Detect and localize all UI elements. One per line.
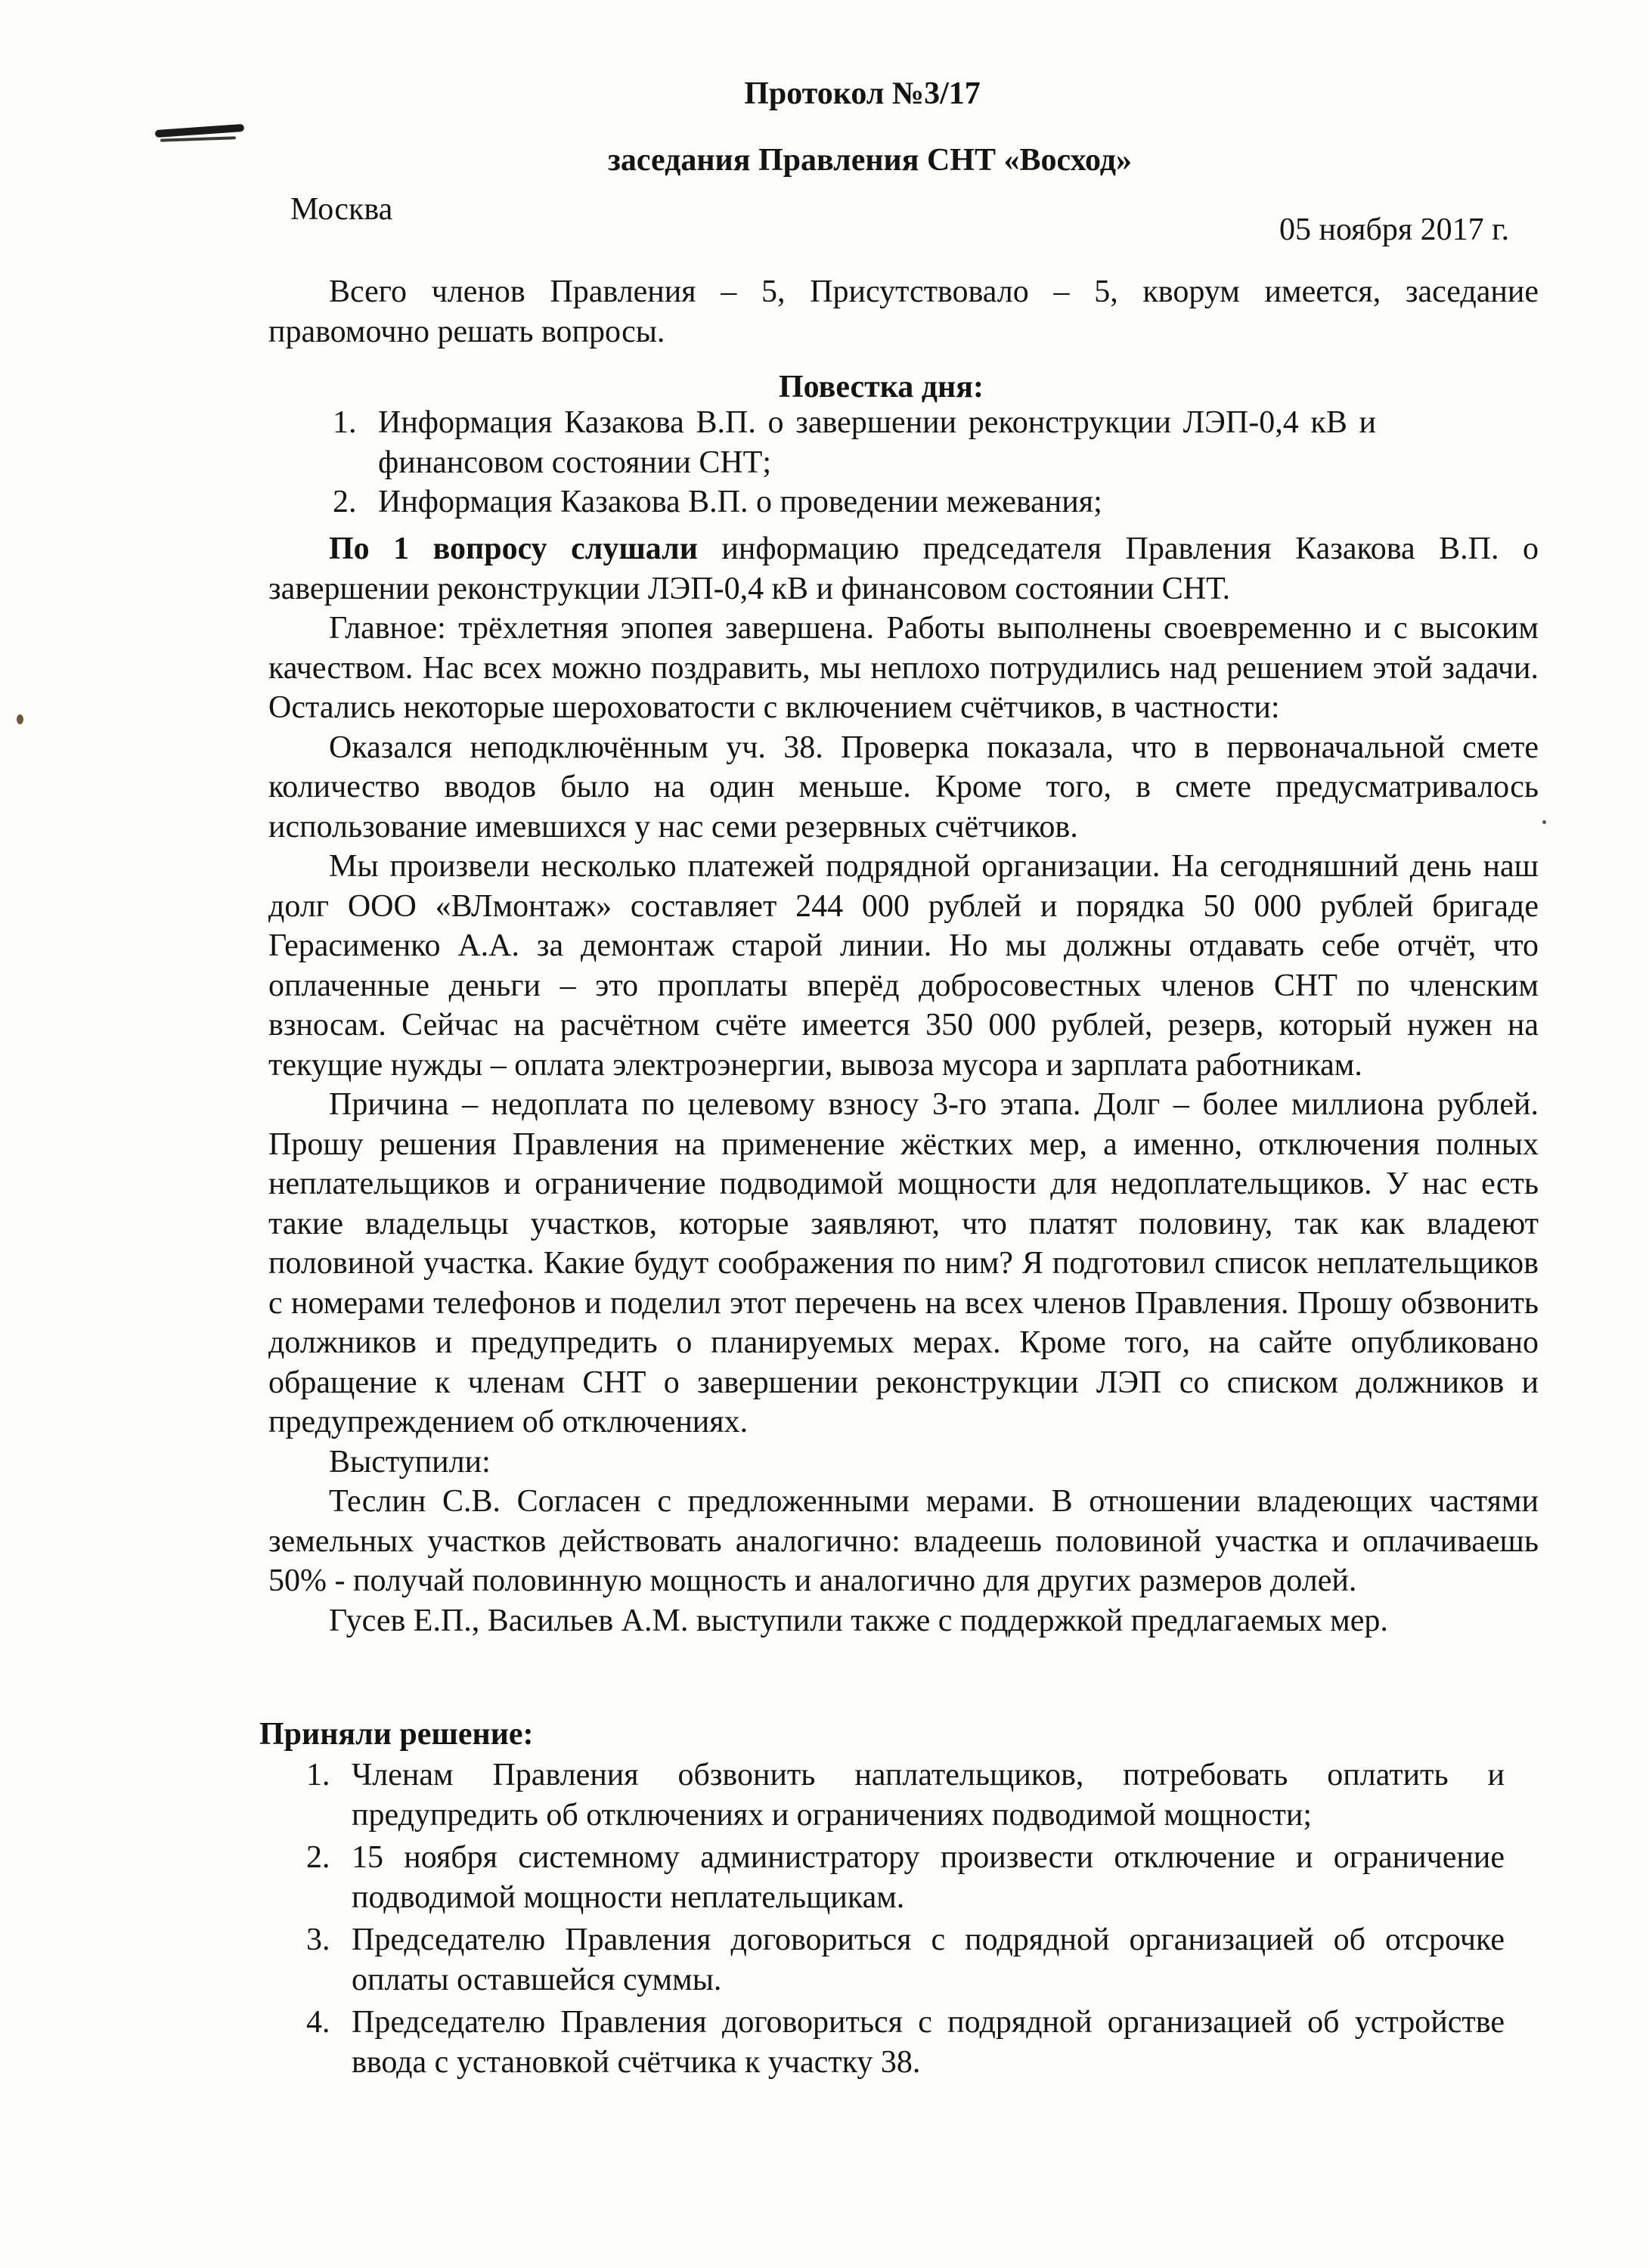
document-date: 05 ноября 2017 г. [1279, 212, 1510, 247]
question-1-section [268, 529, 1539, 1641]
city: Москва [290, 192, 393, 227]
decision-item [306, 1920, 1505, 2000]
document-subtitle: заседания Правления СНТ «Восход» [607, 143, 1133, 178]
decision-list [306, 1755, 1505, 2085]
paragraph: Гусев Е.П., Васильев А.М. выступили также с поддержкой предлагаемых мер. [329, 1603, 1388, 1638]
pen-mark-underline [160, 136, 236, 141]
document-title: Протокол №3/17 [744, 76, 981, 111]
decision-item-text: Членам Правления обзвонить наплательщиков, потребовать оплатить и предупредить об отключениях и ограничениях подводимой мощности; [352, 1758, 1505, 1833]
paragraph: Теслин С.В. Согласен с предложенными мерами. В отношении владеющих частями земельных участков действовать аналогично: владеешь половиной участка и оплачиваешь 50% - получай половинную мощность и аналогично для других размеров долей. [268, 1484, 1539, 1598]
paragraph: Оказался неподключённым уч. 38. Проверка показала, что в первоначальной смете количество вводов было на один меньше. Кроме того, в смете предусматривалось использование имевшихся у нас семи резервных счётчиков. [268, 730, 1539, 844]
pen-mark [155, 124, 244, 138]
decision-item-number: 1. [306, 1758, 330, 1792]
agenda-item-number: 1. [333, 405, 357, 440]
decision-item [306, 2003, 1505, 2082]
paragraph: Главное: трёхлетняя эпопея завершена. Работы выполнены своевременно и с высоким качеством. Нас всех можно поздравить, мы неплохо потрудились над решением этой задачи. Остались некоторые шероховатости с включением счётчиков, в частности: [268, 611, 1539, 725]
decision-item-number: 4. [306, 2005, 330, 2040]
decision-heading: Приняли решение: [259, 1717, 534, 1752]
speakers-heading: Выступили: [329, 1444, 491, 1479]
question-1-lead-rest: информацию председателя Правления Казакова В.П. о завершении реконструкции ЛЭП-0,4 кВ и финансовом состоянии СНТ. [268, 531, 1539, 606]
decision-item [306, 1755, 1505, 1835]
agenda-item-number: 2. [333, 485, 357, 519]
agenda-item [333, 482, 1376, 522]
agenda-list [333, 403, 1376, 522]
quorum-statement [268, 272, 1539, 352]
decision-item [306, 1838, 1505, 1917]
question-1-lead: По 1 вопросу слушали [329, 531, 698, 566]
decision-item-text: Председателю Правления договориться с подрядной организацией об отсрочке оплаты оставшейся суммы. [352, 1923, 1505, 1997]
paragraph: Причина – недоплата по целевому взносу 3-го этапа. Долг – более миллиона рублей. Прошу решения Правления на применение жёстких мер, а именно, отключения полных неплательщиков и ограничение подводимой мощности для недоплательщиков. У нас есть такие владельцы участков, которые заявляют, что платят половину, так как владеют половиной участка. Какие будут соображения по ним? Я подготовил список неплательщиков с номерами телефонов и поделил этот перечень на всех членов Правления. Прошу обзвонить должников и предупредить о планируемых мерах. Кроме того, на сайте опубликовано обращение к членам СНТ о завершении реконструкции ЛЭП со списком должников и предупреждением об отключениях. [268, 1087, 1539, 1439]
agenda-item-text: Информация Казакова В.П. о проведении межевания; [378, 485, 1102, 519]
decision-item-number: 2. [306, 1840, 330, 1875]
decision-item-text: Председателю Правления договориться с подрядной организацией об устройстве ввода с установкой счётчика к участку 38. [352, 2005, 1505, 2080]
paragraph: Мы произвели несколько платежей подрядной организации. На сегодняшний день наш долг ООО «ВЛмонтаж» составляет 244 000 рублей и порядка 50 000 рублей бригаде Герасименко А.А. за демонтаж старой линии. Но мы должны отдавать себе отчёт, что оплаченные деньги – это проплаты вперёд добросовестных членов СНТ по членским взносам. Сейчас на расчётном счёте имеется 350 000 рублей, резерв, который нужен на текущие нужды – оплата электроэнергии, вывоза мусора и зарплата работникам. [268, 849, 1539, 1083]
decision-item-text: 15 ноября системному администратору произвести отключение и ограничение подводимой мощности неплательщикам. [352, 1840, 1505, 1915]
decision-item-number: 3. [306, 1923, 330, 1957]
paper-speck [17, 714, 23, 724]
paper-speck [1542, 820, 1546, 824]
agenda-heading: Повестка дня: [779, 370, 984, 404]
question-1-intro [268, 529, 1539, 609]
agenda-item [333, 403, 1376, 482]
agenda-item-text: Информация Казакова В.П. о завершении реконструкции ЛЭП-0,4 кВ и финансовом состоянии СНТ; [378, 405, 1376, 480]
quorum-text: Всего членов Правления – 5, Присутствовало – 5, кворум имеется, заседание правомочно решать вопросы. [268, 274, 1539, 349]
